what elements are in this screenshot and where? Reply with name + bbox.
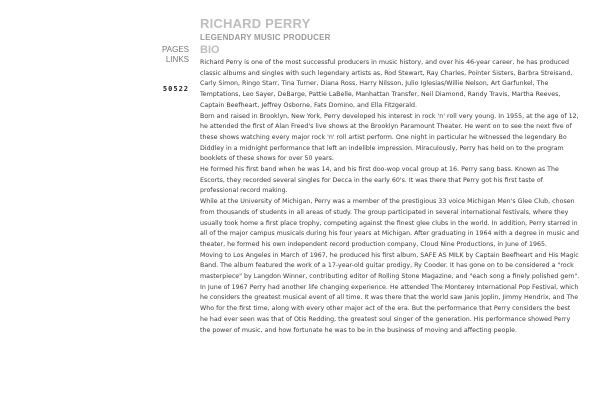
bio-paragraph: Richard Perry is one of the most successful producers in music history, and over his 46-year career, he has produced classic albums and singles with such legendary artists as, Rod Stewart, Ray Charles, Pointer Sisters, Barbra Streisand, Carly Simon, Ringo Starr, Tina Turner, Diana Ross, Harry Nilsson, Julio Iglesias/Willie Nelson, Art Garfunkel, The Temptations, Leo Sayer, DeBarge, Pattie LaBelle, Manhattan Transfer, Neil Diamond, Randy Travis, Martha Reeves, Captain Beefheart, Jeffrey Osborne, Fats Domino, and Ella Fitzgerald. [200, 59, 573, 109]
visit-counter: 50522 [162, 85, 189, 93]
bio-paragraph: He formed his first band when he was 14, and his first doo-wop vocal group at 16. Perry sang bass. Known as The Escorts, they recorded several singles for Decca in the early 60's. It was there that Perry got his first taste of professional record making. [200, 166, 559, 195]
site-title[interactable]: RICHARD PERRY [200, 16, 311, 31]
nav-link-pages[interactable]: PAGES [162, 45, 189, 54]
side-nav [162, 45, 189, 65]
bio-paragraph: Moving to Los Angeles in March of 1967, he produced his first album, SAFE AS MILK by Captain Beefheart and His Magic Band. The album featured the work of a 17-year-old guitar prodigy, Ry Cooder. It has gone on to be considered a "rock masterpiece" by Langdon Winner, contributing editor of Rolling Stone Magazine, and "each song a finely polished gem". [200, 251, 580, 281]
nav-link-links[interactable]: LINKS [165, 55, 189, 64]
bio-content [200, 58, 580, 336]
bio-paragraph: In June of 1967 Perry had another life changing experience. He attended The Monterey International Pop Festival, which he considers the greatest musical event of all time. It was there that the world saw Janis Joplin, Jimmy Hendrix, and The Who for the first time, along with every other major act of the era. But the performance that Perry considers the best he had ever seen was that of Otis Redding, the greatest soul singer of the generation. His performance showed Perry the power of music, and how fortunate he was to be in the business of moving and affecting people. [200, 283, 579, 334]
site-subtitle: LEGENDARY MUSIC PRODUCER [200, 33, 331, 42]
bio-paragraph: While at the University of Michigan, Perry was a member of the prestigious 33 voice Michigan Men's Glee Club, chosen from thousands of students in all areas of study. The group participated in several international festivals, where they usually took home a first place trophy, competing against the finest glee clubs in the world. In addition, Perry starred in all of the major campus musicals during his four years at Michigan. After graduating in 1964 with a degree in music and theater, he formed his own independent record production company, Cloud Nine Productions, in June of 1965. [200, 198, 579, 248]
page-title: BIO [200, 44, 220, 56]
bio-paragraph: Born and raised in Brooklyn, New York, Perry developed his interest in rock 'n' roll very young. In 1955, at the age of 12, he attended the first of Alan Freed's live shows at the Brooklyn Paramount Theater. He went on to see the next five of these shows watching every major rock 'n' roll artist perform. One night in particular he witnessed the legendary Bo Diddley in a midnight performance that left an indelible impression. Miraculously, Perry has held on to the program booklets of these shows for over 50 years. [200, 112, 579, 163]
